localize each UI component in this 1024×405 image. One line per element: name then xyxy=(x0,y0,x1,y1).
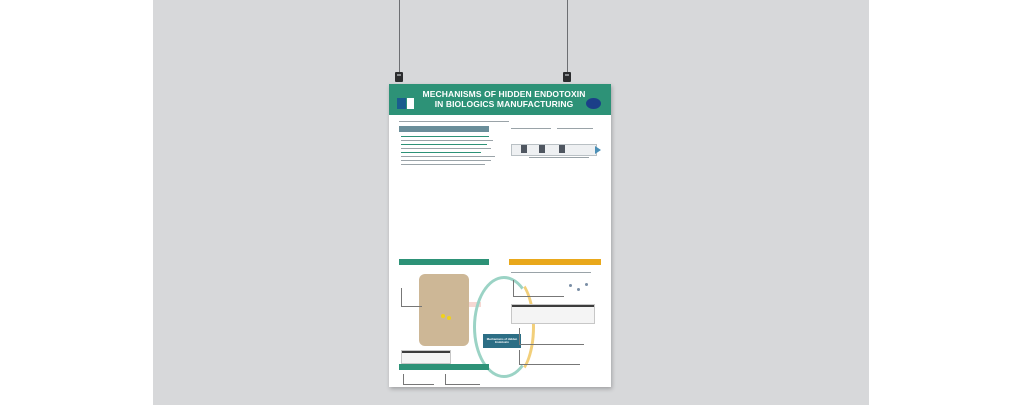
chart-plot xyxy=(403,374,434,385)
mechanism-diagram xyxy=(513,280,564,297)
poster-title-line-1: MECHANISMS OF HIDDEN ENDOTOXIN xyxy=(422,89,586,99)
protein-structure-image xyxy=(419,274,469,346)
binding-site-marker xyxy=(441,314,445,318)
left-logo xyxy=(397,98,406,109)
poster-title xyxy=(419,89,589,109)
text-line xyxy=(401,136,489,137)
binding-site-marker xyxy=(447,316,451,320)
table-header xyxy=(512,305,594,307)
right-poster-clip xyxy=(563,72,571,82)
text-line xyxy=(401,160,491,161)
text-line xyxy=(401,140,493,141)
particle-icon xyxy=(569,284,572,287)
text-line xyxy=(401,144,487,145)
left-logo-mark xyxy=(407,98,414,109)
section-band-right xyxy=(509,259,601,265)
vial-icon xyxy=(559,145,565,153)
section-band-bottom xyxy=(399,364,489,370)
data-table xyxy=(401,350,451,364)
poster xyxy=(389,84,611,387)
section-band-left xyxy=(399,259,489,265)
particle-icon xyxy=(585,283,588,286)
right-hanging-wire xyxy=(567,0,568,72)
chart-plot xyxy=(445,374,480,385)
flow-arrow-icon xyxy=(595,146,601,154)
data-table xyxy=(511,304,595,324)
left-poster-clip xyxy=(395,72,403,82)
left-hanging-wire xyxy=(399,0,400,72)
text-line xyxy=(401,156,495,157)
center-node: Mechanisms of Hidden Endotoxin xyxy=(483,334,521,348)
text-line xyxy=(401,152,481,153)
text-line xyxy=(401,148,491,149)
table-header xyxy=(402,351,450,353)
flow-caption xyxy=(557,128,593,129)
flow-caption xyxy=(511,128,551,129)
chart-plot xyxy=(401,288,422,307)
vial-icon xyxy=(521,145,527,153)
intro-text xyxy=(399,121,509,122)
text-line xyxy=(401,164,485,165)
particle-icon xyxy=(577,288,580,291)
chart-plot xyxy=(519,350,580,365)
flow-caption xyxy=(529,157,589,158)
poster-title-line-2: IN BIOLOGICS MANUFACTURING xyxy=(434,99,574,109)
vial-icon xyxy=(539,145,545,153)
text-line xyxy=(511,272,591,273)
section-band-1 xyxy=(399,126,489,132)
chart-plot xyxy=(519,328,584,345)
